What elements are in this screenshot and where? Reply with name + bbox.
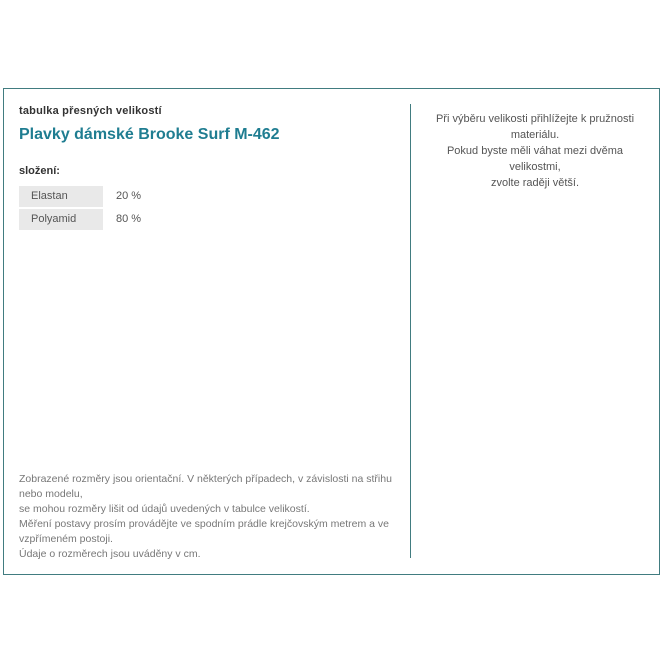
composition-table (19, 186, 396, 232)
material-percent-cell: 20 % (116, 190, 142, 202)
footnote-line: se mohou rozměry lišit od údajů uvedených v tabulce velikostí. (19, 503, 310, 515)
size-table-heading: tabulka přesných velikostí (19, 105, 162, 117)
material-name-cell: Polyamid (19, 209, 103, 230)
measurement-footnote (19, 472, 396, 562)
size-advice-column (410, 104, 659, 558)
advice-line: Pokud byste měli váhat mezi dvěma velikostmi, (446, 145, 624, 173)
left-column-spacer (19, 232, 396, 472)
composition-heading: složení: (19, 165, 60, 177)
table-row (19, 209, 396, 230)
footnote-line: Údaje o rozměrech jsou uváděny v cm. (19, 548, 201, 560)
size-table-panel (3, 88, 660, 575)
footnote-line: Měření postavy prosím provádějte ve spodním prádle krejčovským metrem a ve vzpřímeném postoji. (19, 518, 389, 545)
product-title: Plavky dámské Brooke Surf M-462 (19, 126, 280, 143)
advice-line: Při výběru velikosti přihlížejte k pružnosti materiálu. (435, 113, 635, 141)
material-percent-cell: 80 % (116, 213, 142, 225)
size-table-left-column (4, 89, 410, 574)
size-advice-text (423, 111, 647, 191)
footnote-line: Zobrazené rozměry jsou orientační. V některých případech, v závislosti na střihu nebo modelu, (19, 473, 392, 500)
material-name-cell: Elastan (19, 186, 103, 207)
table-row (19, 186, 396, 207)
advice-line: zvolte raději větší. (490, 177, 580, 189)
